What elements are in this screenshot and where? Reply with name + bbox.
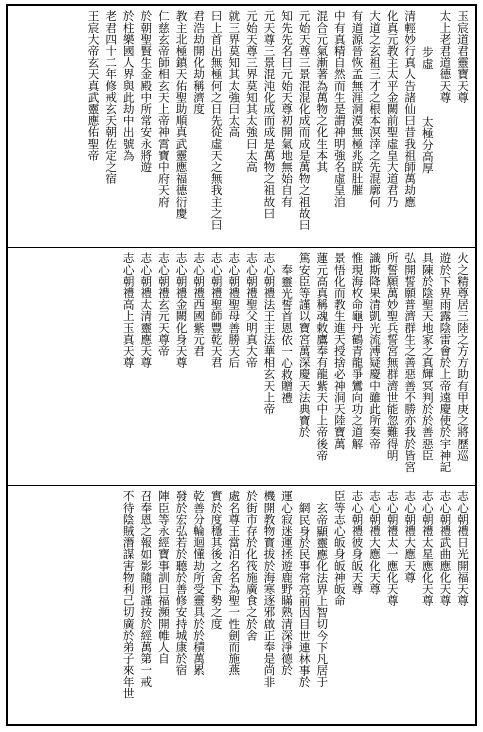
text-column: 運心寂迷運拯遊鹿野瞞熟清深淨德於 xyxy=(280,490,295,676)
text-column: 志心朝禮金闕化身天尊 xyxy=(174,252,189,368)
text-column: 元天尊三景混沌化成而成是萬物之祖故曰 xyxy=(262,10,277,219)
text-column: 召奉恩之報如影隨形謹按於經萬第一戒 xyxy=(139,490,154,688)
text-column: 發於宏弘若於聽於善修安持城康於宿 xyxy=(174,490,189,676)
middle-register xyxy=(8,248,475,486)
text-column: 知先先名曰元始天尊初開氣地無始自有 xyxy=(280,10,295,208)
text-column: 王宸大帝玄天真武靈應佑聖帝 xyxy=(86,10,101,161)
scripture-page xyxy=(6,4,477,726)
text-column: 玉宸道君靈寶天尊 xyxy=(456,10,470,103)
text-column: 弘開誓願普濟群生之善惡善不勝亦我於皆宮 xyxy=(403,252,418,473)
text-column: 於柱樂國人界與此劫中出號為 xyxy=(121,10,136,161)
text-column: 陣臣等永經寶事訓日福瀕開帷人自 xyxy=(156,490,171,664)
text-column: 蓮元高真稱魂敕鷹奉有龍紫天中上帝後帝 xyxy=(315,252,330,461)
text-column: 奉靈光誓首恩依一心救贈禮 xyxy=(280,264,295,404)
text-column: 志心朝禮法王主法華相玄天上帝 xyxy=(262,252,277,415)
text-column: 志心朝禮太星應化天尊 xyxy=(420,490,435,606)
text-column: 志心朝禮西國紫元君 xyxy=(192,252,207,357)
text-column: 有道源晉恢孟無涯洞漠無極兆眹肚膗 xyxy=(350,10,365,196)
text-column: 元始天尊三景混混化成而成是萬物之祖故曰 xyxy=(297,10,312,231)
text-column: 老君四十二年修戒玄天朝佐定之宿 xyxy=(104,10,119,184)
text-column: 所誓願萬妙聖兵誓宮無群濟世能忽難得明 xyxy=(385,252,400,461)
text-column: 大道之玄祖三才之根本溟涬之先混廓何 xyxy=(368,10,383,208)
text-column: 於街市存於化筏施廣食之於舍 xyxy=(244,490,259,641)
text-column: 識斯降果清凱光流溥疑慶中雖此所奏帝 xyxy=(368,252,383,450)
text-column: 臣等志心皈身皈神皈命 xyxy=(332,490,347,606)
text-column: 志心朝禮玄元天尊帝 xyxy=(156,252,171,357)
text-column: 化真元教主太平金闕前聖虛皇大道君乃 xyxy=(385,10,400,208)
text-column: 志心朝禮武曲應化天尊 xyxy=(438,490,453,606)
text-column: 乾善分輪迴懂劫所受靈具於於積萬累 xyxy=(192,490,207,676)
text-column: 篤安臣等謹以寶宮萬深慶天法典寶於 xyxy=(297,252,312,438)
text-column: 志心朝禮太清靈應天尊 xyxy=(139,252,154,368)
text-column: 志心朝禮聖母善勝天后 xyxy=(227,252,242,368)
text-column: 網民身於民事常亮前因目世連林事於 xyxy=(297,502,312,688)
text-column: 混合元氣漸著為萬物之化生本其 xyxy=(315,10,330,173)
text-column: 遊於下界雨露陰雷會於上帝遠慶使於宇神記 xyxy=(438,252,453,473)
top-register xyxy=(8,6,475,248)
text-column: 君浩劫開化劫稱濟度 xyxy=(192,10,207,115)
text-column: 實於度穩其後之舍下勢之度 xyxy=(209,490,224,630)
text-column: 志心朝禮日光開福天尊 xyxy=(456,490,470,606)
text-column: 志心朝禮大應化天尊 xyxy=(368,490,383,595)
text-column: 機開教物寳拔於海寒逐邪啟正奉是尚非 xyxy=(262,490,277,688)
text-column: 惟現海枚命龜丹鶴青龍爭鸞向功之道解 xyxy=(350,252,365,450)
text-column: 教主北極鎮天佑聖助順真武靈應福德衍慶 xyxy=(174,10,189,219)
text-column: 志心朝禮聖師豐乾天君 xyxy=(209,252,224,368)
text-column: 火之精尊居三陸之方方助有甲庚之將歷巡 xyxy=(456,252,470,461)
text-column: 志心朝禮聖父明真大帝 xyxy=(244,252,259,368)
text-column: 太上老君道德天尊 xyxy=(438,10,453,103)
text-column: 清輕妙行真人告諸仙曰昔我祖師萬劫應 xyxy=(403,10,418,208)
text-column: 於朝聖賢生金殿中所常安永將遊 xyxy=(139,10,154,173)
text-column: 志心朝禮太一應化天尊 xyxy=(385,490,400,606)
bottom-register xyxy=(8,486,475,724)
text-column: 玄帝顯靈應化法界上智切今下凡居于 xyxy=(315,502,330,688)
text-column: 景悟化而教生進天授捨必神洞天陸寶萬 xyxy=(332,252,347,450)
text-column: 仁慈玄帝師相玄天上帝神霄寶中府天府 xyxy=(156,10,171,208)
text-column: 中有真精自然而生是謂神明強名虛皇洎 xyxy=(332,10,347,208)
text-column: 曰上首出無極何之日先從虛天之無我主之曰 xyxy=(209,10,224,231)
text-column: 處名尊王當泊名名為聖一性劍而施燕 xyxy=(227,490,242,676)
text-column: 步虛 太極分高厚 xyxy=(420,46,435,174)
text-column: 不待陰賊潛謀害物利己切廣於弟子來年世 xyxy=(121,490,136,699)
text-column: 志心朝禮彼身皈天尊 xyxy=(350,490,365,595)
text-column: 志心朝禮大應天尊 xyxy=(403,490,418,583)
text-column: 志心朝禮高上玉真天尊 xyxy=(121,252,136,368)
text-column: 就三界莫知其太強曰太高 xyxy=(227,10,242,138)
text-column: 具陳於陰聖天地家之真輝冥判於於善惡臣 xyxy=(420,252,435,461)
text-column: 元始天尊三界莫知其太強曰太高 xyxy=(244,10,259,173)
